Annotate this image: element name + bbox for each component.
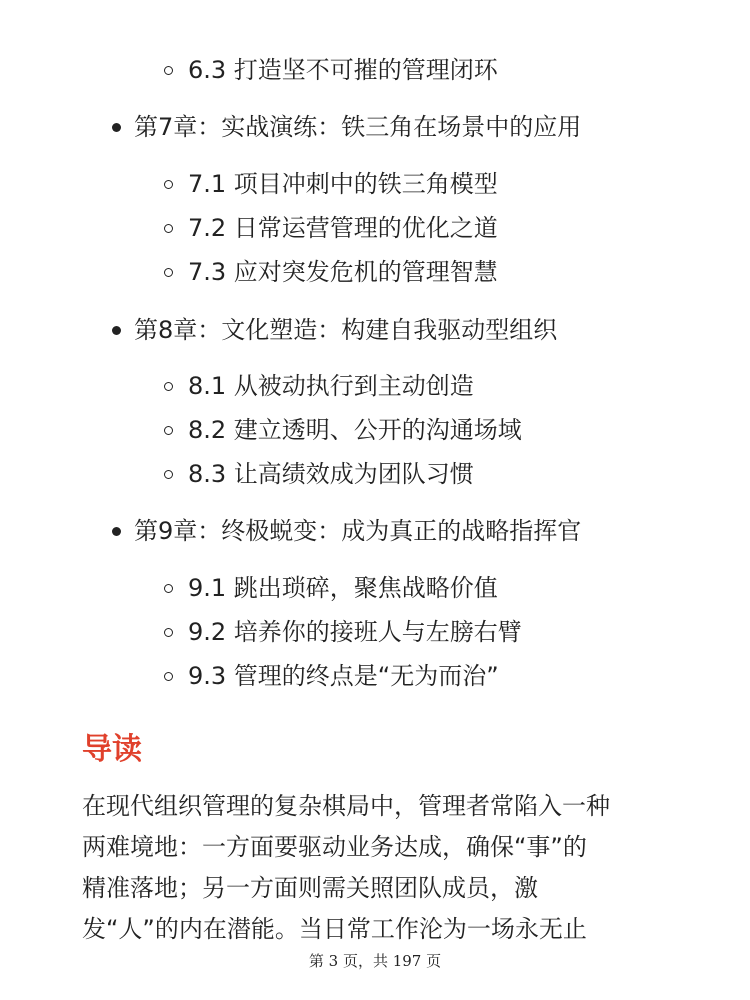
- toc-subitem-label: 7.2 日常运营管理的优化之道: [188, 214, 498, 242]
- circle-bullet-icon: [164, 268, 173, 277]
- toc-subitem-label: 8.3 让高绩效成为团队习惯: [188, 460, 474, 488]
- toc-subitem-label: 9.2 培养你的接班人与左膀右臂: [188, 618, 522, 646]
- intro-paragraph: [82, 786, 682, 950]
- page-number-footer: 第 3 页，共 197 页: [308, 952, 442, 970]
- circle-bullet-icon: [164, 426, 173, 435]
- paragraph-line: 在现代组织管理的复杂棋局中，管理者常陷入一种: [82, 792, 610, 820]
- circle-bullet-icon: [164, 470, 173, 479]
- toc-subitem-label: 8.2 建立透明、公开的沟通场域: [188, 416, 522, 444]
- toc-subitem-label: 9.3 管理的终点是“无为而治”: [188, 662, 499, 690]
- toc-chapter-label: 第7章：实战演练：铁三角在场景中的应用: [134, 113, 582, 141]
- toc-subitem-label: 9.1 跳出琐碎，聚焦战略价值: [188, 574, 498, 602]
- paragraph-line: 两难境地：一方面要驱动业务达成，确保“事”的: [82, 833, 587, 861]
- toc-subitem-label: 6.3 打造坚不可摧的管理闭环: [188, 56, 498, 84]
- circle-bullet-icon: [164, 66, 173, 75]
- toc-subitem-label: 7.3 应对突发危机的管理智慧: [188, 258, 498, 286]
- circle-bullet-icon: [164, 180, 173, 189]
- circle-bullet-icon: [164, 672, 173, 681]
- toc-chapter-label: 第8章：文化塑造：构建自我驱动型组织: [134, 316, 558, 344]
- circle-bullet-icon: [164, 628, 173, 637]
- disc-bullet-icon: [112, 123, 121, 132]
- toc-chapter-label: 第9章：终极蜕变：成为真正的战略指挥官: [134, 517, 582, 545]
- disc-bullet-icon: [112, 326, 121, 335]
- disc-bullet-icon: [112, 527, 121, 536]
- circle-bullet-icon: [164, 224, 173, 233]
- toc-subitem-label: 7.1 项目冲刺中的铁三角模型: [188, 170, 498, 198]
- paragraph-line: 发“人”的内在潜能。当日常工作沦为一场永无止: [82, 915, 587, 943]
- circle-bullet-icon: [164, 584, 173, 593]
- toc-subitem-label: 8.1 从被动执行到主动创造: [188, 372, 474, 400]
- circle-bullet-icon: [164, 382, 173, 391]
- paragraph-line: 精准落地；另一方面则需关照团队成员，激: [82, 874, 538, 902]
- section-heading: 导读: [82, 732, 142, 767]
